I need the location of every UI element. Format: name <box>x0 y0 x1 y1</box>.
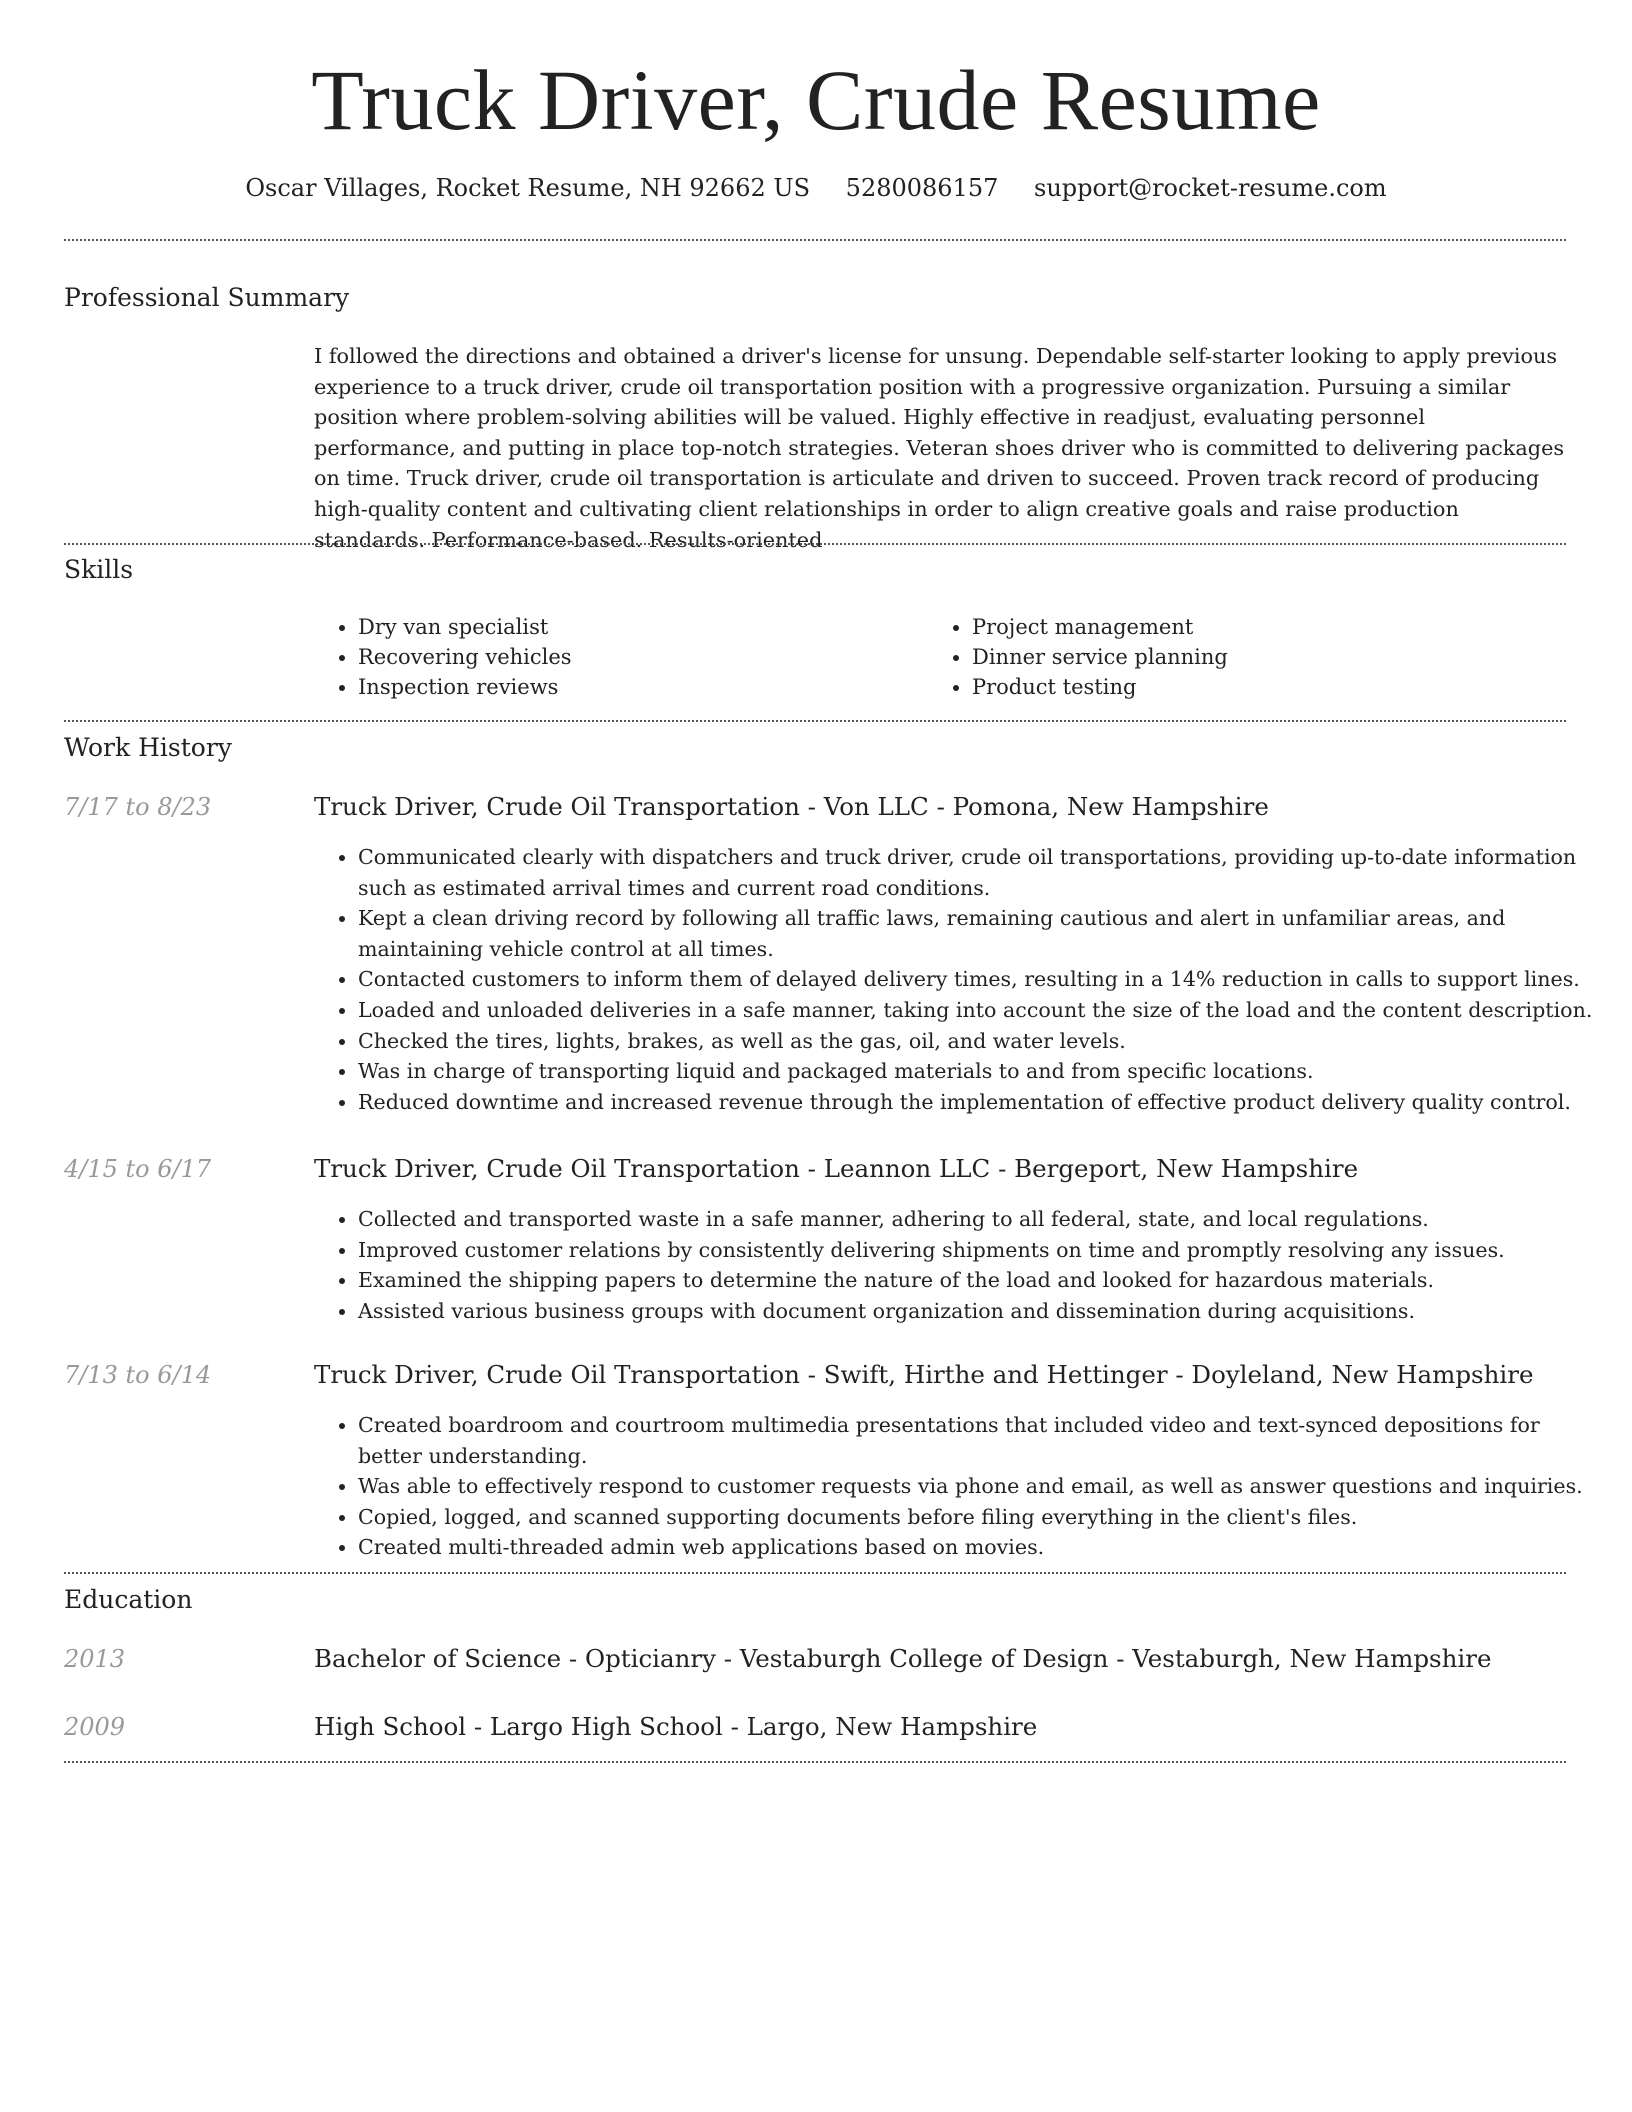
job-heading <box>314 1152 1358 1186</box>
divider <box>64 239 1566 241</box>
divider <box>64 720 1566 722</box>
job-heading <box>314 790 1269 824</box>
education-year: 2009 <box>64 1713 126 1741</box>
job-bullets <box>314 842 1610 1117</box>
education-year: 2013 <box>64 1645 126 1673</box>
list-item: • Dry van specialist <box>358 612 572 642</box>
list-item: • Product testing <box>972 672 1228 702</box>
section-title-work: Work History <box>64 733 232 762</box>
list-item: • Assisted various business groups with document organization and dissemination during acquisitions. <box>358 1296 1610 1327</box>
contact-address: Oscar Villages, Rocket Resume, NH 92662 US <box>245 174 811 202</box>
list-item: • Improved customer relations by consistently delivering shipments on time and promptly resolving any issues. <box>358 1235 1610 1266</box>
contact-phone: 5280086157 <box>845 174 999 202</box>
summary-text: I followed the directions and obtained a driver's license for unsung. Dependable self-starter looking to apply previous experience to a truck driver, crude oil transportation position with a progressive organization. Pursuing a similar position where problem-solving abilities will be valued. Highly effective in readjust, evaluating personnel performance, and putting in place top-notch strategies. Veteran shoes driver who is committed to delivering packages on time. Truck driver, crude oil transportation is articulate and driven to succeed. Proven track record of producing high-quality content and cultivating client relationships in order to align creative goals and raise production standards. Performance-based. Results-oriented <box>314 344 1565 552</box>
list-item: • Was in charge of transporting liquid and packaged materials to and from specific locations. <box>358 1056 1610 1087</box>
section-title-education: Education <box>64 1585 193 1614</box>
resume-title: Truck Driver, Crude Resume <box>311 52 1321 148</box>
list-item: • Copied, logged, and scanned supporting documents before filing everything in the client's files. <box>358 1502 1610 1533</box>
job-role: Truck Driver, Crude Oil Transportation <box>314 1360 800 1389</box>
divider <box>64 1761 1566 1763</box>
job-detail: - Leannon LLC - Bergeport, New Hampshire <box>799 1154 1359 1183</box>
education-entry: High School - Largo High School - Largo, New Hampshire <box>314 1712 1038 1741</box>
section-title-summary: Professional Summary <box>64 283 350 312</box>
list-item: • Checked the tires, lights, brakes, as well as the gas, oil, and water levels. <box>358 1026 1610 1057</box>
list-item: • Kept a clean driving record by following all traffic laws, remaining cautious and alert in unfamiliar areas, and maintaining vehicle control at all times. <box>358 903 1610 964</box>
job-detail: - Von LLC - Pomona, New Hampshire <box>799 792 1269 821</box>
job-bullets <box>314 1204 1610 1326</box>
job-dates: 7/13 to 6/14 <box>64 1361 212 1389</box>
contact-line <box>0 172 1632 204</box>
list-item: • Contacted customers to inform them of delayed delivery times, resulting in a 14% reduction in calls to support lines. <box>358 964 1610 995</box>
list-item: • Dinner service planning <box>972 642 1228 672</box>
list-item: • Project management <box>972 612 1228 642</box>
job-detail: - Swift, Hirthe and Hettinger - Doyleland, New Hampshire <box>799 1360 1534 1389</box>
job-role: Truck Driver, Crude Oil Transportation <box>314 792 800 821</box>
divider <box>64 1572 1566 1574</box>
job-bullets <box>314 1410 1610 1563</box>
job-heading <box>314 1358 1533 1392</box>
list-item: • Loaded and unloaded deliveries in a safe manner, taking into account the size of the load and the content description. <box>358 995 1610 1026</box>
list-item: • Created boardroom and courtroom multimedia presentations that included video and text-synced depositions for better understanding. <box>358 1410 1610 1471</box>
section-title-skills: Skills <box>64 555 134 584</box>
divider <box>64 543 1566 545</box>
list-item: • Recovering vehicles <box>358 642 572 672</box>
skills-list-right <box>928 612 1228 703</box>
education-entry: Bachelor of Science - Opticianry - Vestaburgh College of Design - Vestaburgh, New Hampshire <box>314 1644 1492 1673</box>
list-item: • Inspection reviews <box>358 672 572 702</box>
contact-email: support@rocket-resume.com <box>1034 174 1387 202</box>
job-role: Truck Driver, Crude Oil Transportation <box>314 1154 800 1183</box>
list-item: • Communicated clearly with dispatchers and truck driver, crude oil transportations, providing up-to-date information such as estimated arrival times and current road conditions. <box>358 842 1610 903</box>
list-item: • Created multi-threaded admin web applications based on movies. <box>358 1532 1610 1563</box>
list-item: • Was able to effectively respond to customer requests via phone and email, as well as answer questions and inquiries. <box>358 1471 1610 1502</box>
job-dates: 4/15 to 6/17 <box>64 1155 212 1183</box>
list-item: • Examined the shipping papers to determine the nature of the load and looked for hazardous materials. <box>358 1265 1610 1296</box>
skills-list-left <box>314 612 572 703</box>
list-item: • Reduced downtime and increased revenue through the implementation of effective product delivery quality control. <box>358 1087 1610 1118</box>
job-dates: 7/17 to 8/23 <box>64 793 212 821</box>
list-item: • Collected and transported waste in a safe manner, adhering to all federal, state, and local regulations. <box>358 1204 1610 1235</box>
